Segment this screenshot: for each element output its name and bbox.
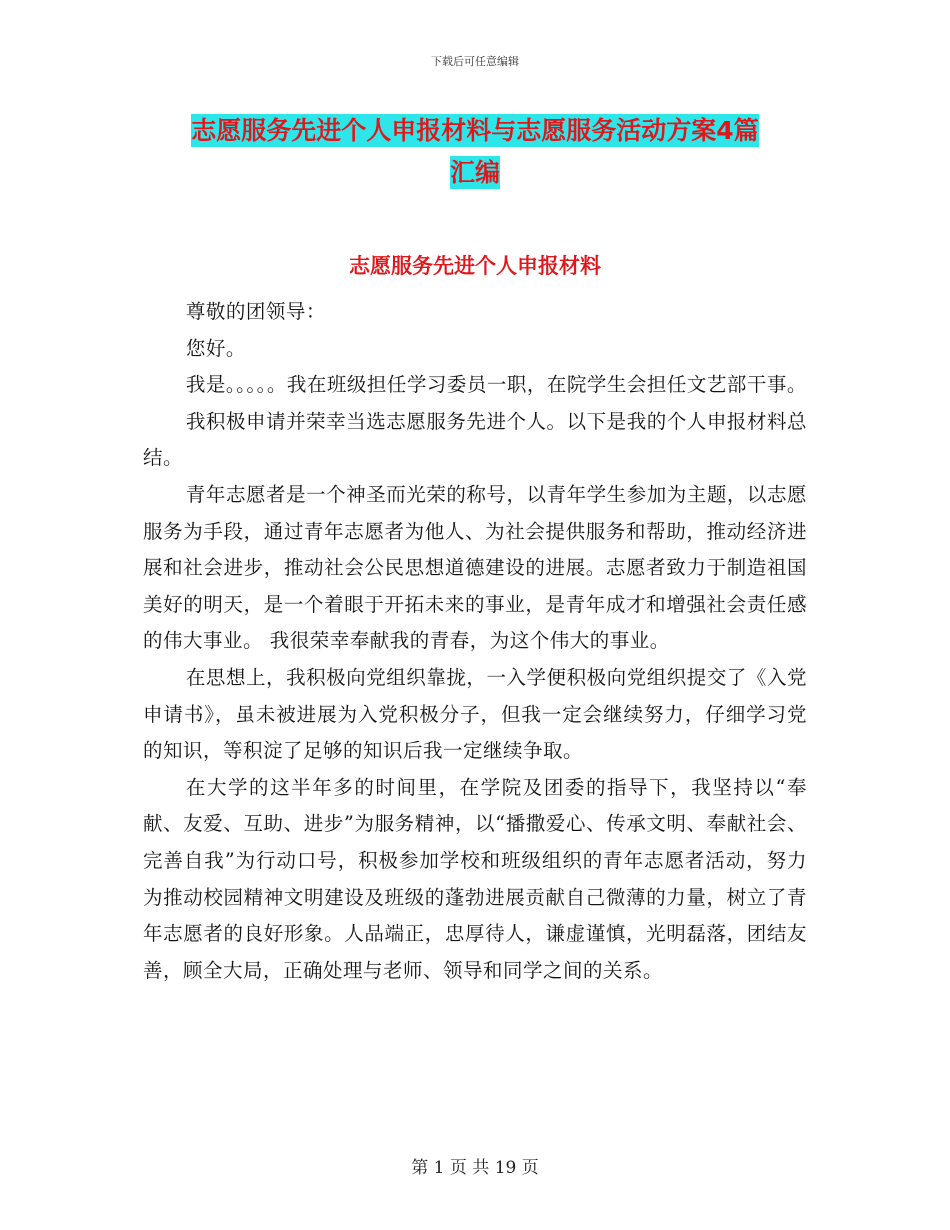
body-text (143, 294, 807, 989)
section-title: 志愿服务先进个人申报材料 (349, 254, 601, 278)
page-footer: 第 1 页 共 19 页 (411, 1158, 539, 1178)
paragraph: 在大学的这半年多的时间里，在学院及团委的指导下，我坚持以“奉献、友爱、互助、进步”为服务精神，以“播撒爱心、传承文明、奉献社会、完善自我”为行动口号，积极参加学校和班级组织的青年志愿者活动，努力为推动校园精神文明建设及班级的蓬勃进展贡献自己微薄的力量，树立了青年志愿者的良好形象。人品端正，忠厚待人，谦虚谨慎，光明磊落，团结友善，顾全大局，正确处理与老师、领导和同学之间的关系。 (143, 775, 807, 982)
header-note: 下载后可任意编辑 (431, 55, 519, 68)
paragraph: 青年志愿者是一个神圣而光荣的称号，以青年学生参加为主题，以志愿服务为手段，通过青年志愿者为他人、为社会提供服务和帮助，推动经济进展和社会进步，推动社会公民思想道德建设的进展。志愿者致力于制造祖国美好的明天，是一个着眼于开拓未来的事业，是青年成才和增强社会责任感的伟大事业。 我很荣幸奉献我的青春，为这个伟大的事业。 (143, 482, 807, 653)
salutation: 尊敬的团领导： (185, 300, 326, 323)
paragraph: 我积极申请并荣幸当选志愿服务先进个人。以下是我的个人申报材料总结。 (143, 409, 807, 470)
greeting: 您好。 (185, 336, 246, 360)
paragraph: 在思想上，我积极向党组织靠拢，一入学便积极向党组织提交了《入党申请书》，虽未被进展为入党积极分子，但我一定会继续努力，仔细学习党的知识，等积淀了足够的知识后我一定继续争取。 (143, 665, 807, 763)
document-title (0, 110, 950, 194)
document-title-line-2: 汇编 (449, 158, 500, 187)
paragraph: 我是。。。。。我在班级担任学习委员一职，在院学生会担任文艺部干事。 (185, 373, 807, 397)
document-title-line-1: 志愿服务先进个人申报材料与志愿服务活动方案4篇 (191, 116, 759, 145)
